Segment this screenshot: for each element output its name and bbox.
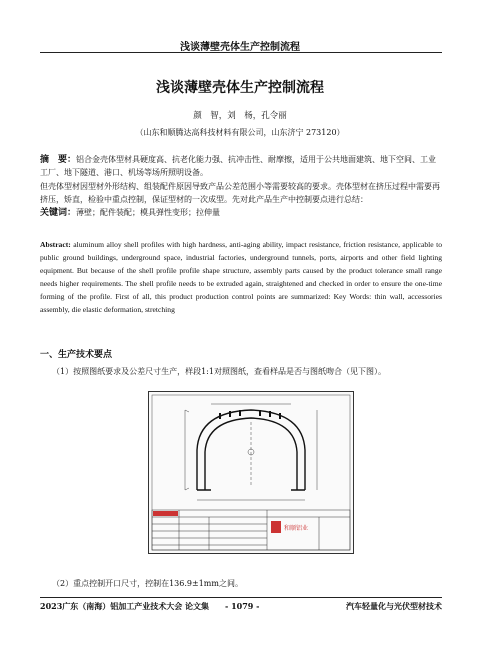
drawing-company-label: 和顺铝业 xyxy=(284,525,309,532)
abstract-en-block xyxy=(40,238,442,316)
footer-section: 汽车轻量化与光伏型材技术 xyxy=(346,601,442,611)
footer-page-number: - 1079 - xyxy=(225,601,260,611)
keywords-block xyxy=(40,207,442,220)
paper-title: 浅谈薄壁壳体生产控制流程 xyxy=(156,80,324,96)
header-rule xyxy=(40,52,442,53)
paragraph-1: （1）按照图纸要求及公差尺寸生产，样段1:1对照图纸，查看样品是否与图纸吻合（见下图）。 xyxy=(52,367,386,376)
drawing-svg xyxy=(149,392,353,553)
paper-authors: 颜 智，刘 杨，孔令丽 xyxy=(193,111,287,121)
footer-conference: 2023广东（南海）铝加工产业技术大会 论文集 xyxy=(40,601,210,611)
section-heading-1: 一、生产技术要点 xyxy=(40,350,113,360)
abstract-label: 摘 要： xyxy=(40,155,77,165)
keywords-label: 关键词： xyxy=(40,208,77,218)
abstract-en-label: Abstract: xyxy=(40,240,71,249)
abstract-text: 铝合金壳体型材具硬度高、抗老化能力强、抗冲击性、耐摩擦，适用于公共地面建筑、地下空间、工业工厂、地下隧道、港口、机场等场所照明设备。 xyxy=(40,155,437,177)
paper-affiliation: （山东和顺腾达高科技材料有限公司，山东济宁 273120） xyxy=(135,128,345,137)
engineering-drawing-figure xyxy=(148,391,354,554)
paragraph-2: （2）重点控制开口尺寸，控制在136.9±1mm之间。 xyxy=(52,579,243,588)
title-block xyxy=(152,510,350,550)
abstract-block xyxy=(40,154,442,179)
company-logo-icon xyxy=(271,521,281,533)
abstract-en-text: aluminum alloy shell profiles with high hardness, anti-aging ability, impact resistance, friction resistance, applicable to public ground buildings, underground space, industrial factories, underground tunnels, ports, airports and other field lighting equipment. But because of the shell profile profile shape structure, assembly parts caused by the product tolerance small range needs higher requirements. The shell profile needs to be extruded again, straightened and checked in order to ensure the one-time forming of the profile. First of all, this product production control points are summarized: Key Words: thin wall, accessories assembly, die elastic deformation, stretching xyxy=(40,240,442,314)
keywords-text: 薄壁；配件装配；模具弹性变形；拉伸量 xyxy=(76,208,221,217)
footer-rule xyxy=(40,597,442,598)
running-header: 浅谈薄壁壳体生产控制流程 xyxy=(180,42,300,53)
abstract-text-continued: 但壳体型材因型材外形结构、组装配件原因导致产品公差范围小等需要较高的要求。壳体型材在挤压过程中需要再挤压，矫直，检验中重点控制，保证型材的一次成型。先对此产品生产中控制要点进行总结： xyxy=(40,182,440,204)
